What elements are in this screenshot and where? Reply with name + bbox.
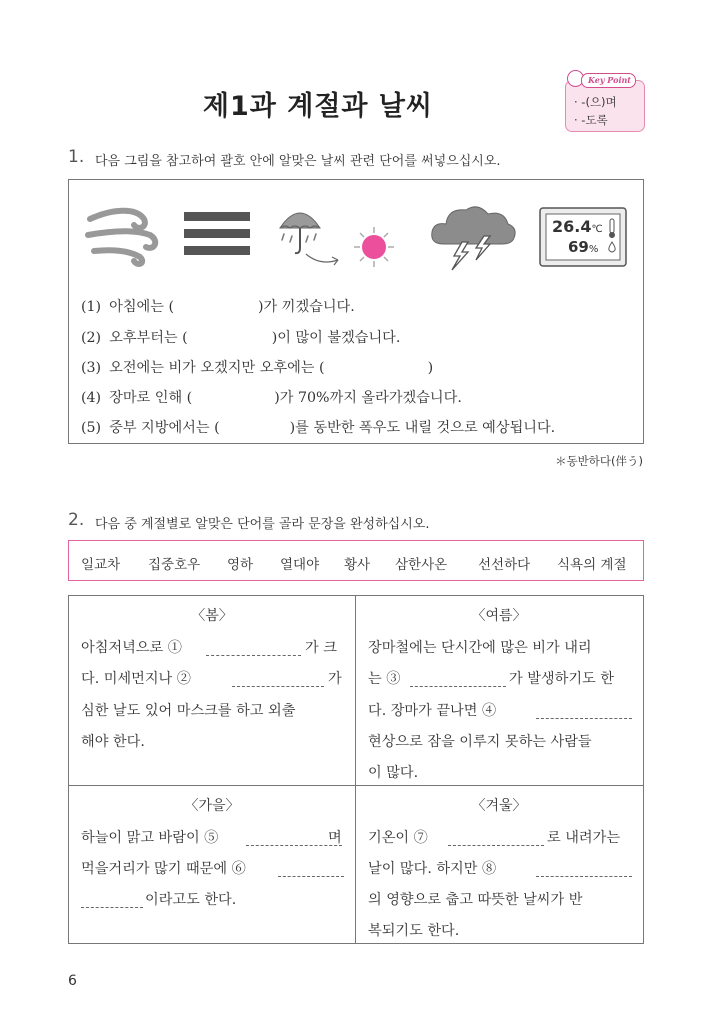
sentence-before: 중부 지방에서는 ( — [109, 420, 220, 436]
answer-blank-7[interactable] — [448, 831, 544, 846]
winter-line-2a: 날이 많다. 하지만 ⑧ — [368, 861, 497, 877]
sentence-before: 장마로 인해 ( — [109, 390, 193, 406]
summer-line-4: 현상으로 잠을 이루지 못하는 사람들 — [368, 734, 592, 750]
sentence-3 — [81, 357, 433, 377]
humidity-readout — [568, 238, 598, 256]
question-2-number: 2. — [68, 510, 85, 530]
temperature-readout — [552, 217, 603, 236]
sentence-1 — [81, 296, 355, 316]
word-bank-item: 식욕의 계절 — [557, 557, 627, 573]
autumn-line-2a: 먹을거리가 많기 때문에 ⑥ — [81, 861, 246, 877]
spring-line-3: 심한 날도 있어 마스크를 하고 외출 — [81, 703, 296, 719]
wind-icon — [84, 205, 164, 267]
answer-blank-2[interactable] — [232, 672, 324, 687]
sentence-after: )이 많이 불겠습니다. — [271, 330, 401, 346]
spring-heading: 〈봄〉 — [191, 608, 233, 624]
sentence-4 — [81, 387, 462, 407]
question-2-instruction: 다음 중 계절별로 알맞은 단어를 골라 문장을 완성하십시오. — [95, 517, 430, 532]
answer-blank-3[interactable] — [410, 672, 506, 687]
sentence-number: (1) — [81, 299, 102, 315]
answer-blank-1[interactable] — [206, 641, 301, 656]
autumn-heading: 〈가을〉 — [184, 798, 240, 814]
key-point-label: Key Point — [581, 73, 636, 88]
spring-line-4: 해야 한다. — [81, 734, 145, 750]
grid-divider — [68, 785, 644, 786]
summer-heading: 〈여름〉 — [471, 608, 527, 624]
lesson-title: 제1과 계절과 날씨 — [202, 91, 434, 122]
sentence-number: (5) — [81, 420, 102, 436]
sun-icon — [353, 226, 395, 268]
winter-line-1b: 로 내려가는 — [547, 830, 621, 846]
umbrella-rain-icon — [276, 204, 356, 268]
sentence-before: 아침에는 ( — [109, 299, 174, 315]
sentence-after: ) — [427, 360, 434, 376]
sentence-number: (4) — [81, 390, 102, 406]
word-bank-item: 열대야 — [280, 557, 320, 573]
word-bank-item: 영하 — [227, 557, 254, 573]
spring-line-2a: 다. 미세먼지나 ② — [81, 671, 191, 687]
fog-icon — [184, 210, 252, 258]
key-point-item: · -(으)며 — [574, 95, 617, 109]
autumn-line-3b: 이라고도 한다. — [145, 892, 237, 908]
key-point-item: · -도록 — [574, 113, 608, 127]
word-bank-item: 집중호우 — [148, 557, 201, 573]
winter-line-3: 의 영향으로 춥고 따뜻한 날씨가 반 — [368, 892, 583, 908]
autumn-line-1a: 하늘이 맑고 바람이 ⑤ — [81, 830, 219, 846]
answer-blank-6-cont[interactable] — [81, 893, 143, 908]
humidity-value: 69 — [568, 238, 589, 256]
summer-line-3a: 다. 장마가 끝나면 ④ — [368, 703, 497, 719]
summer-line-2b: 가 발생하기도 한 — [509, 671, 614, 687]
sentence-after: )를 동반한 폭우도 내릴 것으로 예상됩니다. — [289, 420, 556, 436]
sentence-before: 오전에는 비가 오겠지만 오후에는 ( — [109, 360, 325, 376]
sentence-after: )가 끼겠습니다. — [257, 299, 355, 315]
temperature-unit: ℃ — [591, 224, 603, 235]
answer-blank-6[interactable] — [278, 862, 344, 877]
winter-heading: 〈겨울〉 — [471, 798, 527, 814]
summer-line-5: 이 많다. — [368, 765, 419, 781]
summer-line-2a: 는 ③ — [368, 671, 401, 687]
winter-line-1a: 기온이 ⑦ — [368, 830, 428, 846]
answer-blank-4[interactable] — [536, 704, 632, 719]
word-bank-item: 선선하다 — [478, 557, 531, 573]
grid-divider — [355, 595, 356, 944]
question-1-instruction: 다음 그림을 참고하여 괄호 안에 알맞은 날씨 관련 단어를 써넣으십시오. — [95, 154, 501, 169]
sentence-number: (3) — [81, 360, 102, 376]
thunderstorm-icon — [428, 202, 520, 272]
page-number: 6 — [68, 973, 77, 989]
key-point-badge — [567, 70, 633, 88]
spring-line-2b: 가 — [328, 671, 342, 687]
autumn-line-1b: 며 — [328, 830, 342, 846]
question-1-number: 1. — [68, 147, 85, 167]
humidity-unit: % — [588, 244, 599, 255]
sentence-after: )가 70%까지 올라가겠습니다. — [274, 390, 462, 406]
sentence-2 — [81, 327, 400, 347]
answer-blank-8[interactable] — [536, 862, 632, 877]
word-bank-item: 삼한사온 — [395, 557, 448, 573]
sentence-5 — [81, 417, 555, 437]
word-bank-item: 황사 — [344, 557, 371, 573]
summer-line-1: 장마철에는 단시간에 많은 비가 내리 — [368, 640, 592, 656]
footnote: ＊동반하다(伴う) — [555, 454, 643, 468]
word-bank-item: 일교차 — [81, 557, 121, 573]
sentence-number: (2) — [81, 330, 102, 346]
winter-line-4: 복되기도 한다. — [368, 923, 460, 939]
spring-line-1b: 가 크 — [305, 640, 337, 656]
temperature-value: 26.4 — [552, 217, 592, 236]
thermo-hygrometer-icon — [539, 207, 627, 267]
sentence-before: 오후부터는 ( — [109, 330, 188, 346]
spring-line-1a: 아침저녁으로 ① — [81, 640, 182, 656]
